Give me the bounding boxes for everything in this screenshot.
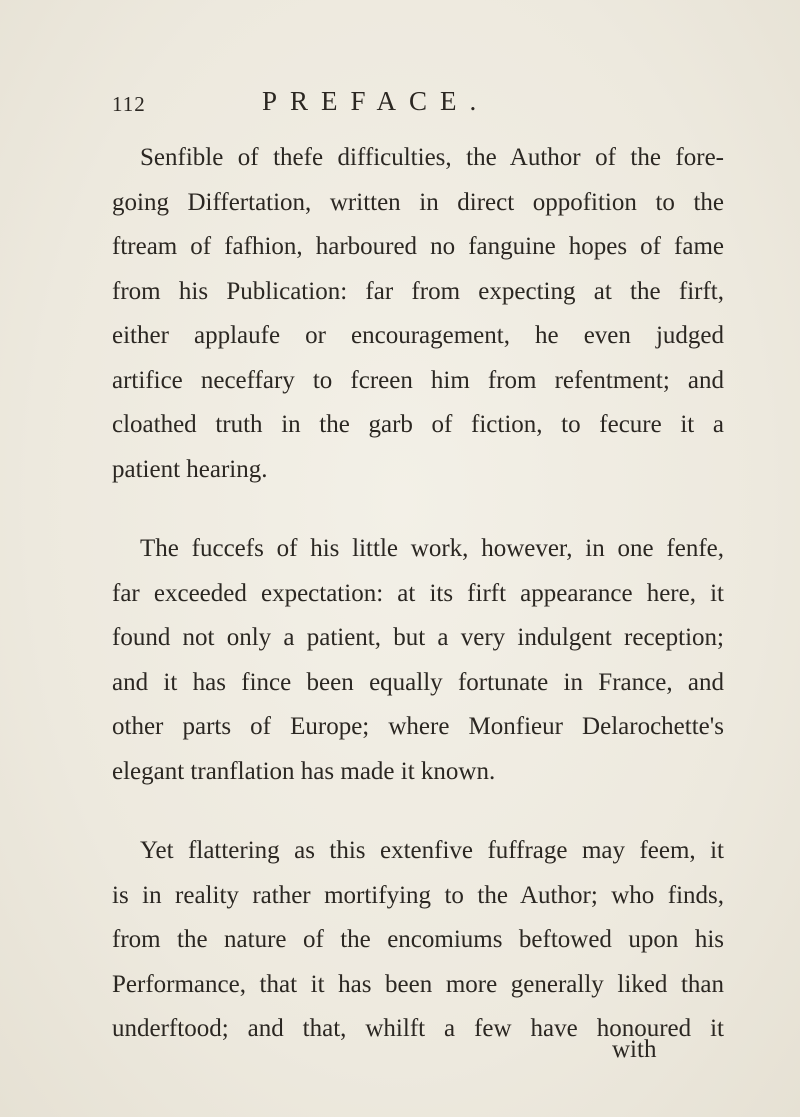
text-line: The fuccefs of his little work, however, in one fenfe, — [140, 535, 724, 562]
paragraph-1 — [112, 136, 724, 492]
text-line: Performance, that it has been more generally liked than — [112, 970, 724, 998]
text-line: from his Publication: far from expecting at the firft, — [112, 277, 724, 305]
text-line: elegant tranflation has made it known. — [112, 757, 496, 785]
text-line: cloathed truth in the garb of fiction, to fecure it a — [112, 411, 724, 438]
paragraph-gap — [112, 492, 724, 527]
text-line: either applaufe or encouragement, he even judged — [112, 322, 724, 349]
text-line: is in reality rather mortifying to the Author; who finds, — [112, 881, 724, 909]
text-line: from the nature of the encomiums beftowed upon his — [112, 926, 724, 953]
text-line: and it has fince been equally fortunate in France, and — [112, 668, 724, 696]
text-line: artifice neceffary to fcreen him from refentment; and — [112, 366, 724, 394]
catchword: with — [612, 1036, 657, 1063]
paragraph-3 — [112, 829, 724, 1052]
page-number: 112 — [112, 92, 146, 116]
text-line: going Differtation, written in direct oppofition to the — [112, 188, 724, 216]
text-line: far exceeded expectation: at its firft appearance here, it — [112, 579, 724, 607]
paragraph-gap — [112, 794, 724, 829]
text-line: patient hearing. — [112, 455, 268, 483]
text-line: Yet flattering as this extenfive fuffrage may feem, it — [140, 837, 724, 864]
text-line: found not only a patient, but a very indulgent reception; — [112, 624, 724, 651]
running-head: PREFACE. — [262, 86, 490, 116]
text-line: ftream of fafhion, harboured no fanguine hopes of fame — [112, 233, 724, 260]
text-line: underftood; and that, whilft a few have honoured it — [112, 1015, 724, 1042]
page-header — [112, 86, 712, 126]
body-text — [112, 136, 724, 1052]
text-line: other parts of Europe; where Monfieur Delarochette's — [112, 713, 724, 740]
paragraph-2 — [112, 527, 724, 794]
text-line: Senfible of thefe difficulties, the Author of the fore- — [140, 144, 724, 171]
